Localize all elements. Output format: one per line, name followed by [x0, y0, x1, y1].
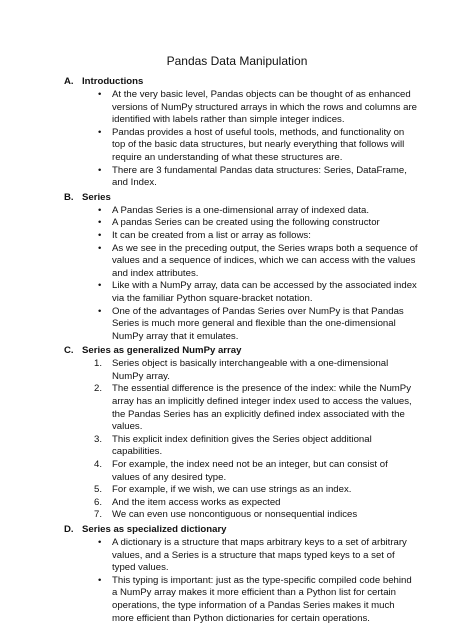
list-item — [0, 89, 474, 127]
item-text: It can be created from a list or array as follows: — [112, 229, 311, 241]
bullet-list — [0, 89, 474, 190]
item-text: As we see in the preceding output, the Series wraps both a sequence of values and a sequence of indices, which we can access with the values and index attributes. — [112, 242, 418, 279]
section-heading — [0, 76, 474, 89]
bullet-icon: • — [98, 164, 102, 176]
list-item — [0, 217, 474, 230]
item-text: And the item access works as expected — [112, 496, 281, 508]
section-letter: A. — [64, 76, 74, 87]
list-item — [0, 497, 474, 510]
section-letter: D. — [64, 524, 74, 535]
list-item — [0, 127, 474, 165]
section-heading — [0, 345, 474, 358]
bullet-icon: • — [98, 229, 102, 241]
section-heading-text: Introductions — [82, 76, 144, 87]
list-item — [0, 434, 474, 459]
item-number: 6. — [94, 496, 103, 508]
list-item — [0, 358, 474, 383]
list-item — [0, 280, 474, 305]
bullet-icon: • — [98, 89, 102, 100]
bullet-icon: • — [98, 204, 102, 216]
numbered-list — [0, 358, 474, 522]
list-item — [0, 509, 474, 522]
item-text: This explicit index definition gives the Series object additional capabilities. — [112, 433, 372, 458]
bullet-icon: • — [98, 217, 102, 229]
item-text: We can even use noncontiguous or nonsequential indices — [112, 509, 358, 521]
item-text: One of the advantages of Pandas Series over NumPy is that Pandas Series is much more general and flexible than the one-dimensional NumPy array that it emulates. — [112, 305, 404, 342]
document-title: Pandas Data Manipulation — [166, 54, 308, 68]
list-item — [0, 306, 474, 344]
bullet-list — [0, 205, 474, 344]
item-text: Series object is basically interchangeable with a one-dimensional NumPy array. — [112, 358, 389, 382]
list-item — [0, 165, 474, 190]
bullet-icon: • — [98, 126, 102, 138]
item-text: There are 3 fundamental Pandas data structures: Series, DataFrame, and Index. — [112, 164, 407, 189]
list-item — [0, 459, 474, 484]
bullet-icon: • — [98, 574, 102, 586]
item-number: 5. — [94, 484, 103, 496]
section-heading-text: Series — [82, 191, 111, 203]
list-item — [0, 484, 474, 497]
bullet-icon: • — [98, 537, 102, 548]
bullet-list — [0, 537, 474, 625]
bullet-icon: • — [98, 242, 102, 254]
bullet-icon: • — [98, 280, 102, 292]
bullet-icon: • — [98, 305, 102, 317]
item-text: Like with a NumPy array, data can be accessed by the associated index via the familiar Python square-bracket notation. — [112, 280, 417, 304]
list-item — [0, 230, 474, 243]
item-text: A pandas Series can be created using the following constructor — [112, 217, 380, 229]
section-letter: B. — [64, 191, 74, 203]
item-number: 1. — [94, 358, 103, 370]
item-text: For example, if we wish, we can use strings as an index. — [112, 484, 352, 496]
section-heading — [0, 524, 474, 537]
list-item — [0, 383, 474, 433]
item-text: For example, the index need not be an integer, but can consist of values of any desired type. — [112, 459, 388, 483]
item-number: 2. — [94, 383, 103, 395]
list-item — [0, 243, 474, 281]
section-heading-text: Series as specialized dictionary — [82, 524, 227, 535]
item-text: The essential difference is the presence of the index: while the NumPy array has an implicitly defined integer index used to access the values, the Pandas Series has an explicitly defined index associated with the values. — [112, 383, 412, 433]
item-number: 3. — [94, 433, 103, 445]
section-heading-text: Series as generalized NumPy array — [82, 345, 242, 357]
section-letter: C. — [64, 345, 74, 357]
list-item — [0, 575, 474, 625]
item-text: Pandas provides a host of useful tools, methods, and functionality on top of the basic data structures, but nearly everything that follows will require an understanding of what these structures are. — [112, 126, 405, 163]
list-item — [0, 537, 474, 575]
section-heading — [0, 192, 474, 205]
item-number: 4. — [94, 459, 103, 471]
list-item — [0, 205, 474, 218]
item-text: This typing is important: just as the type-specific compiled code behind a NumPy array makes it more efficient than a Python list for certain operations, the type information of a Pandas Series makes it much more efficient than Python dictionaries for certain operations. — [112, 574, 412, 624]
item-text: A dictionary is a structure that maps arbitrary keys to a set of arbitrary values, and a Series is a structure that maps typed keys to a set of typed values. — [112, 537, 407, 574]
item-text: At the very basic level, Pandas objects can be thought of as enhanced versions of NumPy structured arrays in which the rows and columns are identified with labels rather than simple integer indices. — [112, 89, 417, 126]
document-body — [0, 76, 474, 625]
item-text: A Pandas Series is a one-dimensional array of indexed data. — [112, 204, 370, 216]
item-number: 7. — [94, 509, 103, 521]
